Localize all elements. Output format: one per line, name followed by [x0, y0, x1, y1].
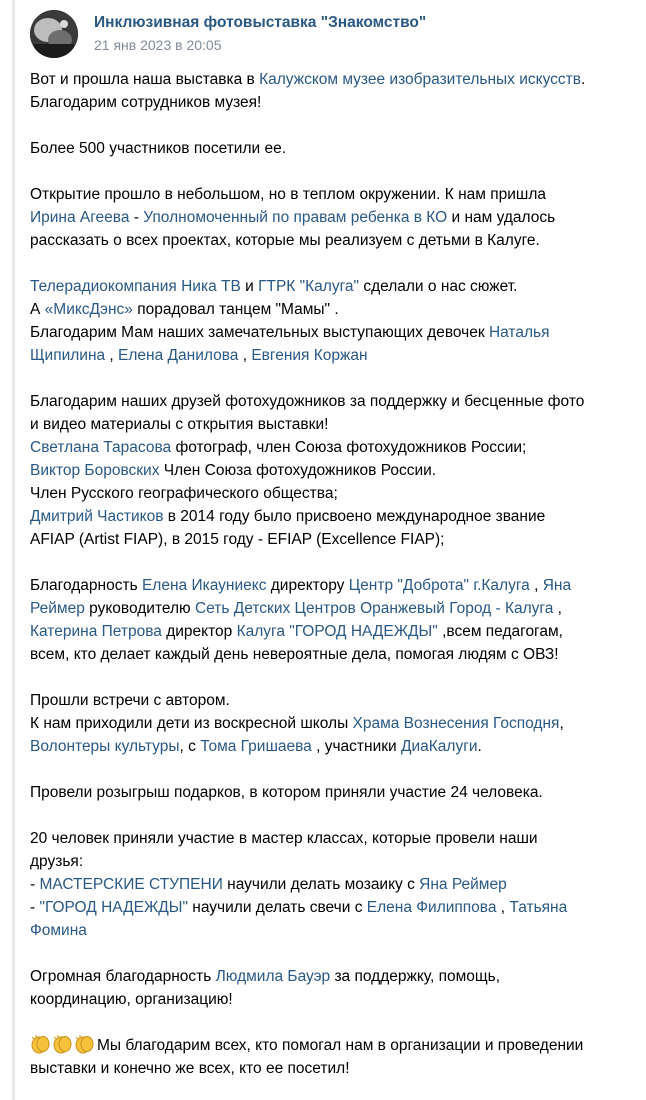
text-line: К нам приходили дети из воскресной школы Храма Вознесения Господня,	[30, 715, 564, 732]
text-line: Ирина Агеева - Уполномоченный по правам ребенка в КО и нам удалось	[30, 209, 556, 226]
mention-link[interactable]: Фомина	[30, 922, 87, 939]
text-line: Открытие прошло в небольшом, но в теплом окружении. К нам пришла	[30, 186, 547, 203]
mention-link[interactable]: Щипилина	[30, 347, 106, 364]
text-line: А «МиксДэнс» порадовал танцем "Мамы" .	[30, 301, 339, 318]
text-line: Член Русского географического общества;	[30, 485, 338, 502]
mention-link[interactable]: Светлана Тарасова	[30, 439, 172, 456]
text-line: Волонтеры культуры, с Тома Гришаева , участники ДиаКалуги.	[30, 738, 482, 755]
post-author[interactable]: Инклюзивная фотовыставка "Знакомство"	[94, 14, 427, 31]
post-left-border	[12, 0, 15, 1100]
mention-link[interactable]: Елена Данилова	[118, 347, 239, 364]
text-line: 20 человек приняли участие в мастер классах, которые провели наши	[30, 830, 538, 847]
mention-link[interactable]: Уполномоченный по правам ребенка в КО	[143, 209, 448, 226]
text-line: Благодарим сотрудников музея!	[30, 94, 262, 111]
text-line	[30, 919, 635, 942]
text-line: Дмитрий Частиков в 2014 году было присвоено международное звание	[30, 508, 546, 525]
mention-link[interactable]: Людмила Бауэр	[215, 968, 331, 985]
mention-link[interactable]: Дмитрий Частиков	[30, 508, 164, 525]
text-line: Огромная благодарность Людмила Бауэр за поддержку, помощь,	[30, 968, 501, 985]
mention-link[interactable]: Сеть Детских Центров Оранжевый Город - Калуга	[194, 600, 554, 617]
mention-link[interactable]: Тома Гришаева	[200, 738, 312, 755]
text-line: всем, кто делает каждый день невероятные дела, помогая людям с ОВЗ!	[30, 646, 559, 663]
mention-link[interactable]: Яна	[542, 577, 572, 594]
text-line: Благодарим наших друзей фотохудожников за поддержку и бесценные фото	[30, 393, 585, 410]
mention-link[interactable]: "ГОРОД НАДЕЖДЫ"	[39, 899, 188, 916]
text-line: - МАСТЕРСКИЕ СТУПЕНИ научили делать мозаику с Яна Реймер	[30, 876, 507, 893]
mention-link[interactable]: Елена Икауниекс	[141, 577, 267, 594]
avatar[interactable]	[30, 10, 78, 58]
mention-link[interactable]: Яна Реймер	[419, 876, 507, 893]
mention-link[interactable]: Наталья	[488, 324, 550, 341]
post-text	[30, 68, 635, 1080]
mention-link[interactable]: Виктор Боровских	[30, 462, 160, 479]
mention-link[interactable]: ДиаКалуги	[401, 738, 478, 755]
text-line: Катерина Петрова директор Калуга "ГОРОД НАДЕЖДЫ" ,всем педагогам,	[30, 623, 563, 640]
text-line: Реймер руководителю Сеть Детских Центров Оранжевый Город - Калуга ,	[30, 600, 562, 617]
mention-link[interactable]: Волонтеры культуры	[30, 738, 180, 755]
text-line: Телерадиокомпания Ника ТВ и ГТРК "Калуга" сделали о нас сюжет.	[30, 278, 518, 295]
museum-link[interactable]: Калужском музее изобразительных искусств	[259, 71, 582, 88]
text-line: Благодарность Елена Икауниекс директору Центр "Доброта" г.Калуга , Яна	[30, 577, 572, 594]
text-line: Светлана Тарасова фотограф, член Союза фотохудожников России;	[30, 439, 527, 456]
text-line: рассказать о всех проектах, которые мы реализуем с детьми в Калуге.	[30, 232, 540, 249]
text-line: друзья:	[30, 853, 84, 870]
mention-link[interactable]: Ирина Агеева	[30, 209, 130, 226]
mention-link[interactable]: Елена Филиппова	[366, 899, 497, 916]
text-line: AFIAP (Artist FIAP), в 2015 году - EFIAP (Excellence FIAP);	[30, 531, 445, 548]
mention-link[interactable]: Реймер	[30, 600, 85, 617]
text-line: Прошли встречи с автором.	[30, 692, 230, 709]
text-line: и видео материалы с открытия выставки!	[30, 416, 329, 433]
text-line: Благодарим Мам наших замечательных выступающих девочек Наталья	[30, 324, 550, 341]
text-line: выставки и конечно же всех, кто ее посетил!	[30, 1060, 350, 1077]
mention-link[interactable]: Центр "Доброта" г.Калуга	[348, 577, 530, 594]
mention-link[interactable]: ГТРК "Калуга"	[258, 278, 360, 295]
mention-link[interactable]: Храма Вознесения Господня	[352, 715, 560, 732]
mention-link[interactable]: МАСТЕРСКИЕ СТУПЕНИ	[39, 876, 223, 893]
text-line: Мы благодарим всех, кто помогал нам в организации и проведении	[30, 1034, 635, 1057]
mention-link[interactable]: Телерадиокомпания Ника ТВ	[30, 278, 241, 295]
mention-link[interactable]: Евгения Коржан	[251, 347, 368, 364]
text-line: Более 500 участников посетили ее.	[30, 140, 287, 157]
text-line: Виктор Боровских Член Союза фотохудожников России.	[30, 462, 437, 479]
text-line: Щипилина , Елена Данилова , Евгения Коржан	[30, 347, 368, 364]
post-date[interactable]: 21 янв 2023 в 20:05	[94, 37, 222, 53]
text-line: Провели розыгрыш подарков, в котором приняли участие 24 человека.	[30, 784, 543, 801]
mention-link[interactable]: «МиксДэнс»	[44, 301, 133, 318]
mention-link[interactable]: Калуга "ГОРОД НАДЕЖДЫ"	[236, 623, 438, 640]
text-line: Вот и прошла наша выставка в Калужском музее изобразительных искусств.	[30, 71, 586, 88]
text-line: координацию, организацию!	[30, 991, 233, 1008]
text-line: - "ГОРОД НАДЕЖДЫ" научили делать свечи с Елена Филиппова , Татьяна	[30, 899, 568, 916]
mention-link[interactable]: Катерина Петрова	[30, 623, 162, 640]
mention-link[interactable]: Татьяна	[509, 899, 568, 916]
